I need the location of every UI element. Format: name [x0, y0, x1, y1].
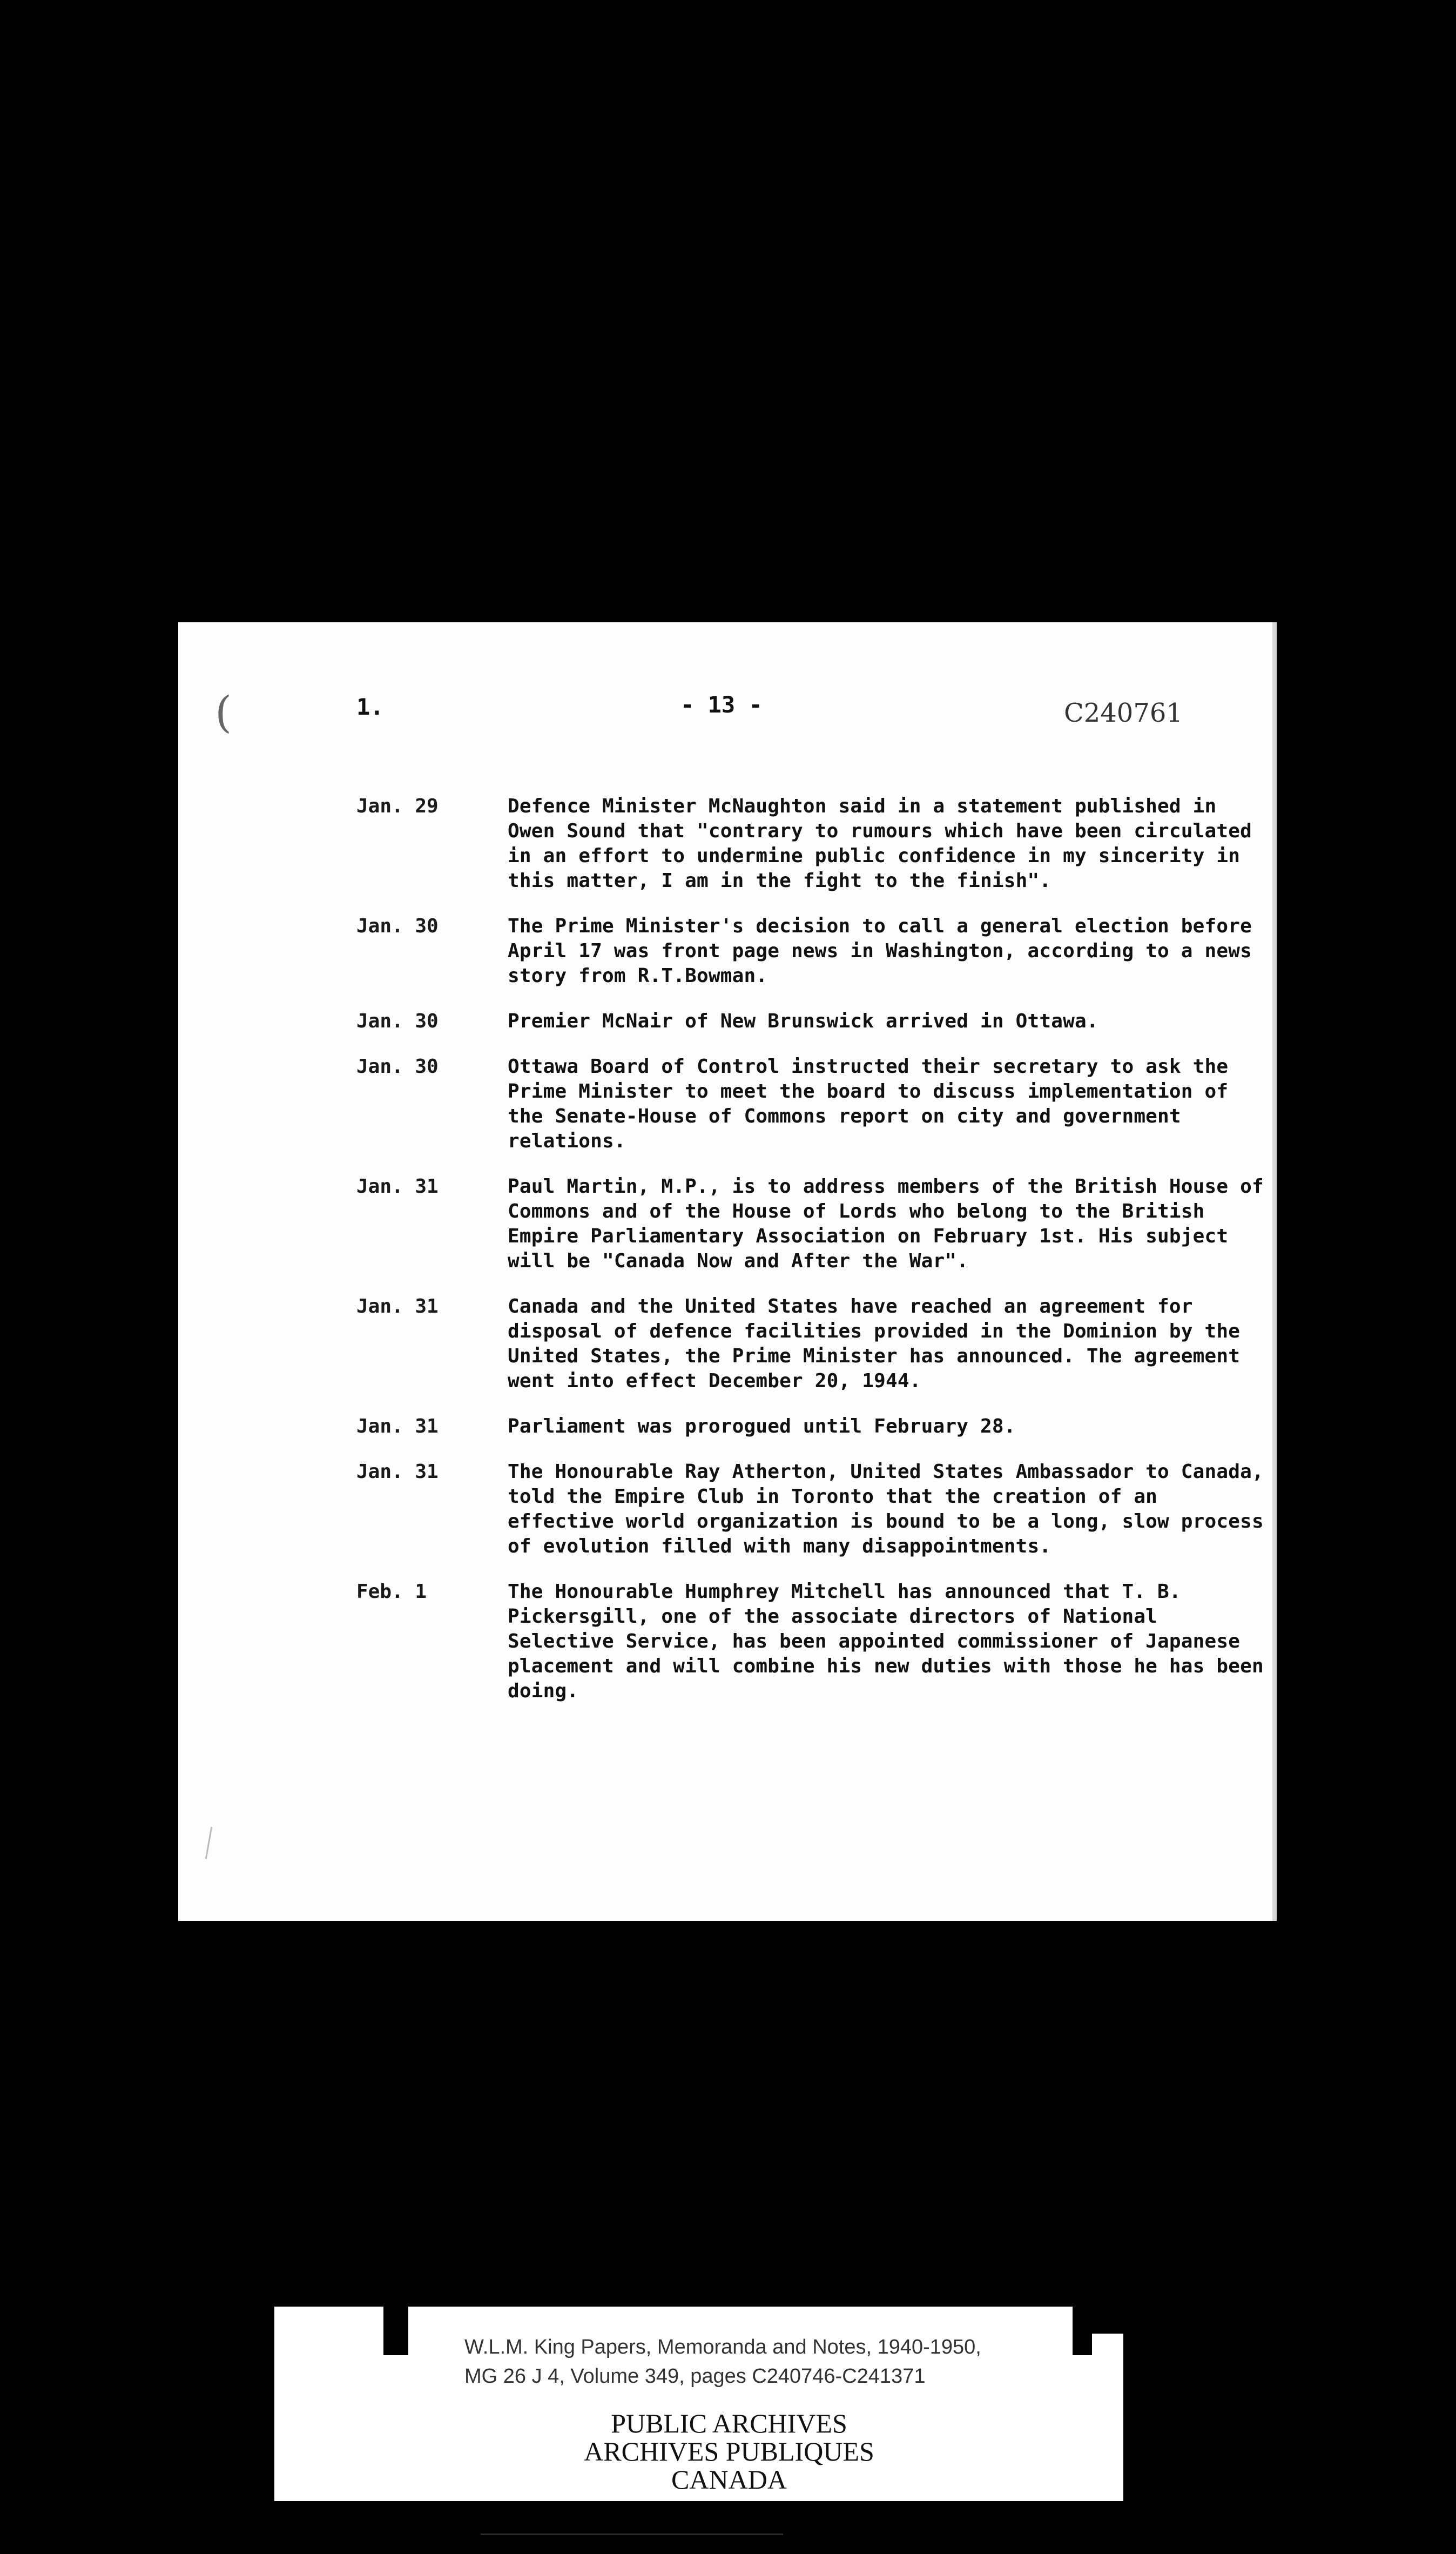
list-item	[356, 1054, 1269, 1154]
list-item	[356, 1174, 1269, 1274]
entry-date: Jan. 29	[356, 795, 439, 817]
entry-date: Jan. 31	[356, 1175, 439, 1198]
entry-text: Ottawa Board of Control instructed their secretary to ask the Prime Minister to meet the board to discuss implementation of the Senate-House of Commons report on city and government relations.	[508, 1056, 1229, 1152]
archive-title-en: PUBLIC ARCHIVES	[611, 2408, 847, 2438]
entry-text: The Honourable Ray Atherton, United States Ambassador to Canada, told the Empire Club in Toronto that the creation of an effective world organization is bound to be a long, slow process of evolution filled with many disappointments.	[508, 1461, 1264, 1557]
entry-date: Jan. 31	[356, 1295, 439, 1318]
entry-date: Jan. 31	[356, 1461, 439, 1483]
archive-label-notch-right	[1073, 2307, 1092, 2355]
entry-text: The Honourable Humphrey Mitchell has announced that T. B. Pickersgill, one of the associate directors of National Selective Service, has been appointed commissioner of Japanese placement and will combine his new duties with those he has been doing.	[508, 1581, 1264, 1702]
bottom-divider	[481, 2533, 783, 2535]
list-item	[356, 1009, 1269, 1034]
archive-title	[410, 2409, 1048, 2493]
entry-text: Premier McNair of New Brunswick arrived in Ottawa.	[508, 1010, 1098, 1032]
document-reference: C240761	[1064, 698, 1183, 728]
entry-date: Feb. 1	[356, 1581, 427, 1603]
entry-text: Defence Minister McNaughton said in a statement published in Owen Sound that "contrary to rumours which have been circulated in an effort to undermine public confidence in my sincerity in this matter, I am in the fight to the finish".	[508, 795, 1252, 892]
scan-artifact	[205, 1827, 214, 1859]
archive-title-fr: ARCHIVES PUBLIQUES	[584, 2436, 874, 2466]
archive-label-tab-right	[1069, 2334, 1123, 2501]
entry-text: The Prime Minister's decision to call a general election before April 17 was front page news in Washington, according to a news story from R.T.Bowman.	[508, 915, 1252, 987]
entry-date: Jan. 30	[356, 1010, 439, 1032]
archive-reference	[464, 2333, 981, 2391]
archive-label-tab-left	[275, 2334, 416, 2501]
archive-country: CANADA	[671, 2464, 787, 2495]
page-marker: - 13 -	[680, 691, 763, 718]
list-item	[356, 1580, 1269, 1704]
archive-label-notch-left	[383, 2307, 408, 2355]
list-item	[356, 1414, 1269, 1439]
list-item	[356, 794, 1269, 893]
archive-reference-line1: W.L.M. King Papers, Memoranda and Notes, 1940-1950,	[464, 2336, 981, 2358]
document-page	[178, 622, 1272, 1921]
entry-date: Jan. 30	[356, 1056, 439, 1078]
entry-text: Canada and the United States have reached an agreement for disposal of defence facilities provided in the Dominion by the United States, the Prime Minister has announced. The agreement went into effect December 20, 1944.	[508, 1295, 1241, 1392]
entry-date: Jan. 31	[356, 1415, 439, 1437]
entry-text: Paul Martin, M.P., is to address members of the British House of Commons and of the House of Lords who belong to the British Empire Parliamentary Association on February 1st. His subject will be "Canada Now and After the War".	[508, 1175, 1264, 1272]
list-item	[356, 1294, 1269, 1394]
entry-text: Parliament was prorogued until February 28.	[508, 1415, 1016, 1437]
section-number: 1.	[356, 694, 384, 720]
margin-mark: (	[215, 687, 232, 737]
chronology-list	[356, 794, 1269, 1724]
list-item	[356, 914, 1269, 989]
archive-reference-line2: MG 26 J 4, Volume 349, pages C240746-C241371	[464, 2365, 926, 2388]
entry-date: Jan. 30	[356, 915, 439, 937]
list-item	[356, 1460, 1269, 1559]
